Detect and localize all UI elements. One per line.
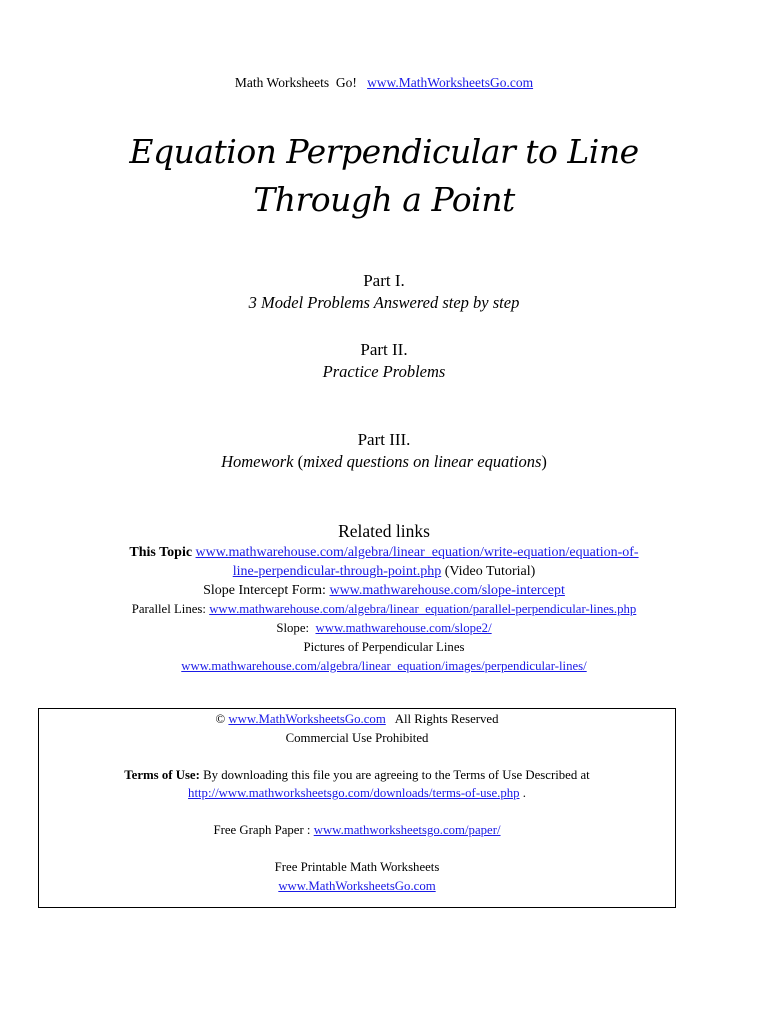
copyright-symbol: © <box>215 712 226 726</box>
terms-link[interactable]: http://www.mathworksheetsgo.com/downloads/terms-of-use.php <box>188 786 520 800</box>
footer-link[interactable]: www.MathWorksheetsGo.com <box>278 878 436 893</box>
graph-paper-link[interactable]: www.mathworksheetsgo.com/paper/ <box>313 823 501 837</box>
parallel-lines-link[interactable]: www.mathwarehouse.com/algebra/linear_equation/parallel-perpendicular-lines.php <box>209 602 637 616</box>
slope-intercept-label: Slope Intercept Form: <box>203 583 326 598</box>
pictures-link[interactable]: www.mathwarehouse.com/algebra/linear_equation/images/perpendicular-lines/ <box>181 659 587 673</box>
parallel-lines-label: Parallel Lines: <box>131 602 206 616</box>
video-tutorial-note: (Video Tutorial) <box>444 564 536 579</box>
part-3 <box>0 429 768 473</box>
site-link[interactable]: www.MathWorksheetsGo.com <box>367 75 534 90</box>
slope-line <box>0 619 768 638</box>
part-2 <box>0 339 768 383</box>
rights-box <box>38 708 676 908</box>
slope-intercept-link[interactable]: www.mathwarehouse.com/slope-intercept <box>329 583 565 598</box>
this-topic-line <box>0 543 768 562</box>
spacer <box>39 840 675 859</box>
terms-line <box>39 766 675 785</box>
part-2-description: Practice Problems <box>322 362 446 381</box>
part-3-description-text: mixed questions on linear equations <box>303 452 542 471</box>
commercial-text: Commercial Use Prohibited <box>285 730 429 745</box>
part-3-paren-close: ) <box>541 452 547 471</box>
parallel-lines-line <box>0 600 768 619</box>
spacer <box>39 747 675 766</box>
related-links <box>0 520 768 676</box>
terms-period: . <box>522 786 526 800</box>
part-3-label: Part III. <box>357 430 411 449</box>
this-topic-label: This Topic <box>129 545 193 560</box>
page-title: Equation Perpendicular to Line Through a Point <box>129 132 639 219</box>
page-header <box>0 75 768 91</box>
this-topic-link-part-2[interactable]: line-perpendicular-through-point.php <box>232 564 442 579</box>
part-3-description <box>0 451 768 473</box>
this-topic-line-2 <box>0 562 768 581</box>
copyright-link[interactable]: www.MathWorksheetsGo.com <box>228 712 386 726</box>
part-1-description: 3 Model Problems Answered step by step <box>248 293 520 312</box>
slope-link[interactable]: www.mathwarehouse.com/slope2/ <box>315 621 492 635</box>
this-topic-link-part-1[interactable]: www.mathwarehouse.com/algebra/linear_equation/write-equation/equation-of- <box>195 545 639 560</box>
graph-paper-line <box>39 821 675 840</box>
footer-link-line <box>39 877 675 896</box>
part-1 <box>0 270 768 314</box>
part-2-label: Part II. <box>360 340 408 359</box>
free-printable-text: Free Printable Math Worksheets <box>274 860 440 874</box>
spacer <box>39 803 675 822</box>
related-links-heading: Related links <box>338 521 430 541</box>
slope-intercept-line <box>0 581 768 600</box>
slope-label: Slope: <box>276 621 310 635</box>
pictures-label: Pictures of Perpendicular Lines <box>303 640 465 654</box>
part-1-label: Part I. <box>363 271 405 290</box>
part-3-description-prefix: Homework <box>221 452 298 471</box>
copyright-line <box>39 710 675 729</box>
terms-text: By downloading this file you are agreeing to the Terms of Use Described at <box>203 767 590 782</box>
pictures-line <box>0 657 768 676</box>
part-3-paren-open: ( <box>297 452 304 471</box>
graph-paper-label: Free Graph Paper : <box>213 823 311 837</box>
terms-label: Terms of Use: <box>124 767 200 782</box>
site-name: Math Worksheets Go! <box>234 75 357 90</box>
rights-text: All Rights Reserved <box>394 712 499 726</box>
terms-link-line <box>39 784 675 803</box>
